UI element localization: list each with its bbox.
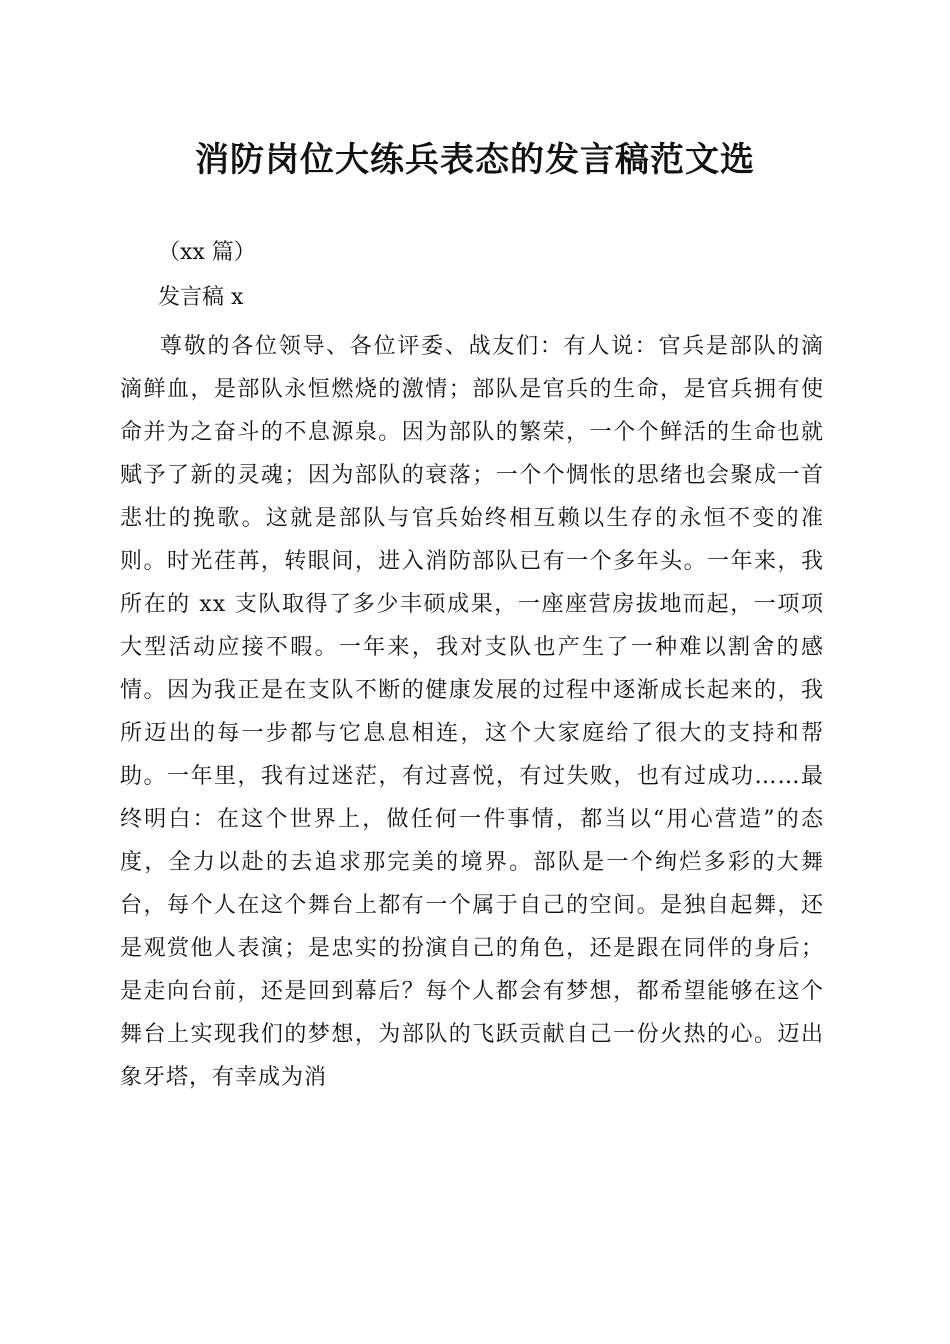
document-title: 消防岗位大练兵表态的发言稿范文选 — [195, 140, 755, 180]
document-subtitle: （xx 篇） — [158, 240, 256, 265]
body-paragraph: 尊敬的各位领导、各位评委、战友们：有人说：官兵是部队的滴滴鲜血，是部队永恒燃烧的激情；部队是官兵的生命，是官兵拥有使命并为之奋斗的不息源泉。因为部队的繁荣，一个个鲜活的生命也就赋予了新的灵魂；因为部队的衰落；一个个惆怅的思绪也会聚成一首悲壮的挽歌。这就是部队与官兵始终相互赖以生存的永恒不变的准则。时光荏苒，转眼间，进入消防部队已有一个多年头。一年来，我所在的 xx 支队取得了多少丰硕成果，一座座营房拔地而起，一项项大型活动应接不暇。一年来，我对支队也产生了一种难以割舍的感情。因为我正是在支队不断的健康发展的过程中逐渐成长起来的，我所迈出的每一步都与它息息相连，这个大家庭给了很大的支持和帮助。一年里，我有过迷茫，有过喜悦，有过失败，也有过成功……最终明白：在这个世界上，做任何一件事情，都当以“用心营造”的态度，全力以赴的去追求那完美的境界。部队是一个绚烂多彩的大舞台，每个人在这个舞台上都有一个属于自己的空间。是独自起舞，还是观赏他人表演；是忠实的扮演自己的角色，还是跟在同伴的身后；是走向台前，还是回到幕后？每个人都会有梦想，都希望能够在这个舞台上实现我们的梦想，为部队的飞跃贡献自己一份火热的心。迈出象牙塔，有幸成为消 — [120, 334, 824, 1090]
section-label: 发言稿 x — [158, 285, 244, 310]
